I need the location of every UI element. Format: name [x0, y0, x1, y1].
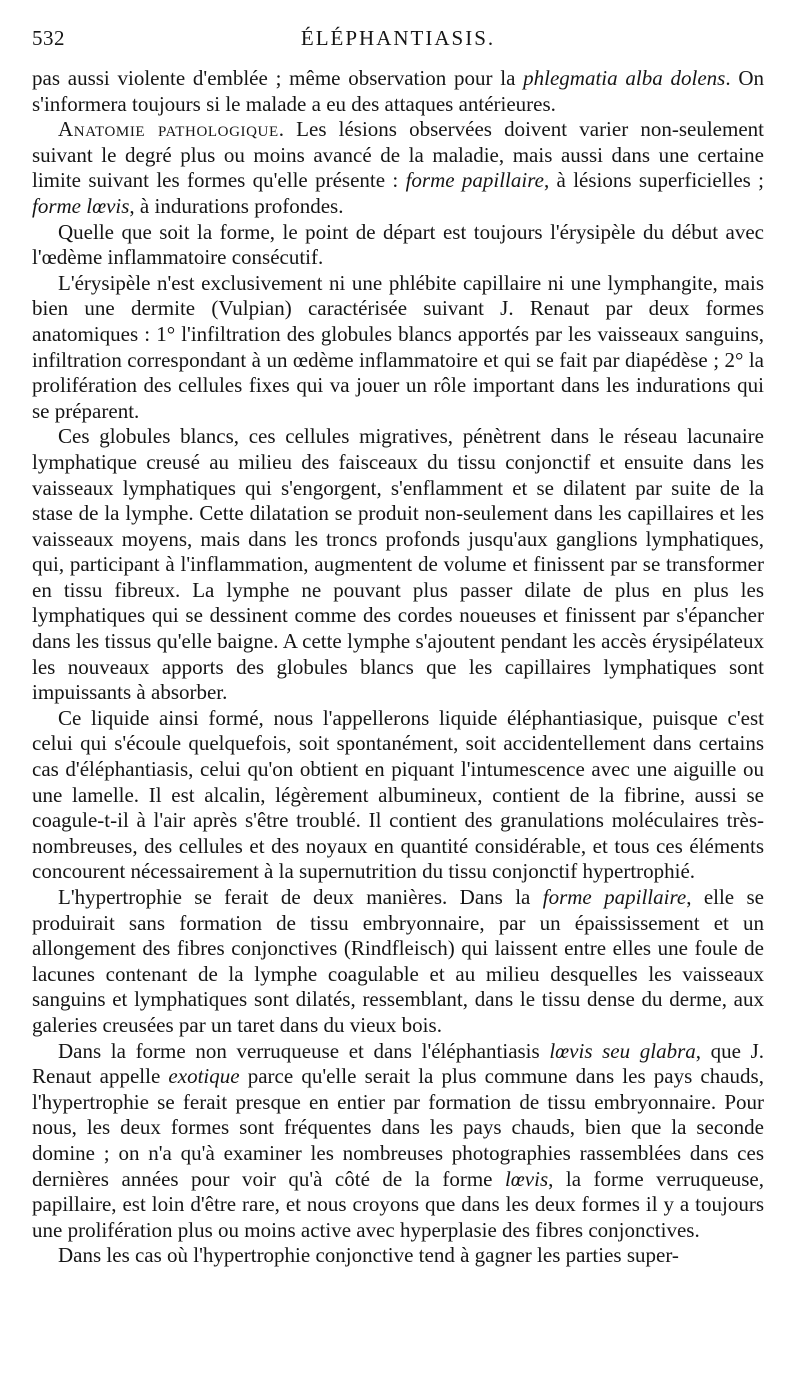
text-run: , à indurations profondes. [129, 193, 344, 218]
text-run: Ces globules blancs, ces cellules migratives, pénètrent dans le réseau lacunaire lymphatique creusé au milieu des faisceaux du tissu conjonctif et ensuite dans les vaisseaux lymphatiques qui s'engorgent, s'enflamment et se dilatent par suite de la stase de la lymphe. Cette dilatation se produit non-seulement dans les capillaires et les vaisseaux moyens, mais dans les troncs profonds jusqu'aux ganglions lymphatiques, qui, participant à l'inflammation, augmentent de volume et finissent par se transformer en tissu fibreux. La lymphe ne pouvant plus passer dilate de plus en plus les lymphatiques qui se dessinent comme des cordes noueuses et finissent par s'épancher dans les tissus qu'elle baigne. A cette lymphe s'ajoutent pendant les accès érysipélateux les nouveaux apports des globules blancs que les capillaires lymphatiques sont impuissants à absorber. [32, 424, 764, 705]
paragraph-p1 [32, 117, 764, 219]
section-heading: Anatomie pathologique [58, 117, 279, 142]
paragraph-p3 [32, 271, 764, 425]
text-run: . Les lésions observées doivent varier non-seulement suivant le degré plus ou moins avancé de la maladie, mais aussi dans une certaine limite suivant les formes qu'elle présente : [32, 117, 764, 193]
text-run: L'érysipèle n'est exclusivement ni une phlébite capillaire ni une lymphangite, mais bien une dermite (Vulpian) caractérisée suivant J. Renaut par deux formes anatomiques : 1° l'infiltration des globules blancs apportés par les vaisseaux sanguins, infiltration correspondant à un œdème inflammatoire et qui se fait par diapédèse ; 2° la prolifération des cellules fixes qui va jouer un rôle important dans les indurations qui se préparent. [32, 270, 764, 423]
italic-term: forme lœvis [32, 193, 130, 218]
text-run: Ce liquide ainsi formé, nous l'appellerons liquide éléphantiasique, puisque c'est celui qui s'écoule quelquefois, soit spontanément, soit accidentellement dans certains cas d'éléphantiasis, celui qu'on obtient en piquant l'intumescence avec une aiguille ou une lamelle. Il est alcalin, légèrement albumineux, contient de la fibrine, aussi se coagule-t-il à l'air après s'être troublé. Il contient des granulations moléculaires très-nombreuses, des cellules et des noyaux en quantité considérable, et tous ces éléments concourent nécessairement à la supernutrition du tissu conjonctif hypertrophié. [32, 705, 764, 884]
running-head [32, 26, 764, 66]
body-text [32, 66, 764, 1269]
text-run: L'hypertrophie se ferait de deux manières. Dans la [58, 885, 543, 909]
text-run: , elle se produirait sans formation de tissu embryonnaire, par un épaississement et un allongement des fibres conjonctives (Rindfleisch) qui laissent entre elles une foule de lacunes contenant de la lymphe coagulable et au milieu desquelles les vaisseaux sanguins et lymphatiques sont dilatés, ressemblant, dans le tissu dense du derme, aux galeries creusées par un taret dans du vieux bois. [32, 885, 765, 1037]
italic-term: forme papillaire [405, 168, 544, 193]
italic-term: lœvis [504, 1166, 549, 1191]
paragraph-p8 [32, 1243, 764, 1269]
text-run: Dans la forme non verruqueuse et dans l'éléphantiasis [58, 1038, 550, 1063]
paragraph-p0 [32, 66, 764, 117]
italic-term: exotique [168, 1064, 240, 1089]
italic-term: forme papillaire [542, 885, 687, 909]
paragraph-p6 [32, 885, 764, 1039]
page-number: 532 [32, 26, 65, 50]
text-run: pas aussi violente d'emblée ; même observation pour la [32, 66, 524, 90]
italic-term: phlegmatia alba dolens [523, 66, 726, 90]
text-run: . On s'informera toujours si le malade a eu des attaques antérieures. [32, 66, 765, 116]
text-run: , que J. Renaut appelle [32, 1038, 764, 1089]
text-run: Dans les cas où l'hypertrophie conjonctive tend à gagner les parties super- [58, 1243, 679, 1268]
italic-term: lœvis seu glabra [549, 1038, 696, 1063]
text-run: parce qu'elle serait la plus commune dans les pays chauds, l'hypertrophie se ferait presque en entier par formation de tissu embryonnaire. Pour nous, les deux formes sont fréquentes dans les pays chauds, bien que la seconde domine ; on n'a qu'à examiner les nombreuses photographies rassemblées dans ces dernières années pour voir qu'à côté de la forme [32, 1064, 764, 1191]
paragraph-p7 [32, 1039, 764, 1244]
text-run: , à lésions superficielles ; [543, 168, 764, 193]
text-run: , la forme verruqueuse, papillaire, est loin d'être rare, et nous croyons que dans les deux formes il y a toujours une prolifération plus ou moins active avec hyperplasie des fibres conjonctives. [32, 1166, 765, 1242]
text-run: Quelle que soit la forme, le point de départ est toujours l'érysipèle du début avec l'œdème inflammatoire consécutif. [32, 219, 764, 270]
paragraph-p4 [32, 424, 764, 706]
paragraph-p5 [32, 706, 764, 885]
running-title: ÉLÉPHANTIASIS. [300, 26, 496, 50]
paragraph-p2 [32, 220, 764, 271]
